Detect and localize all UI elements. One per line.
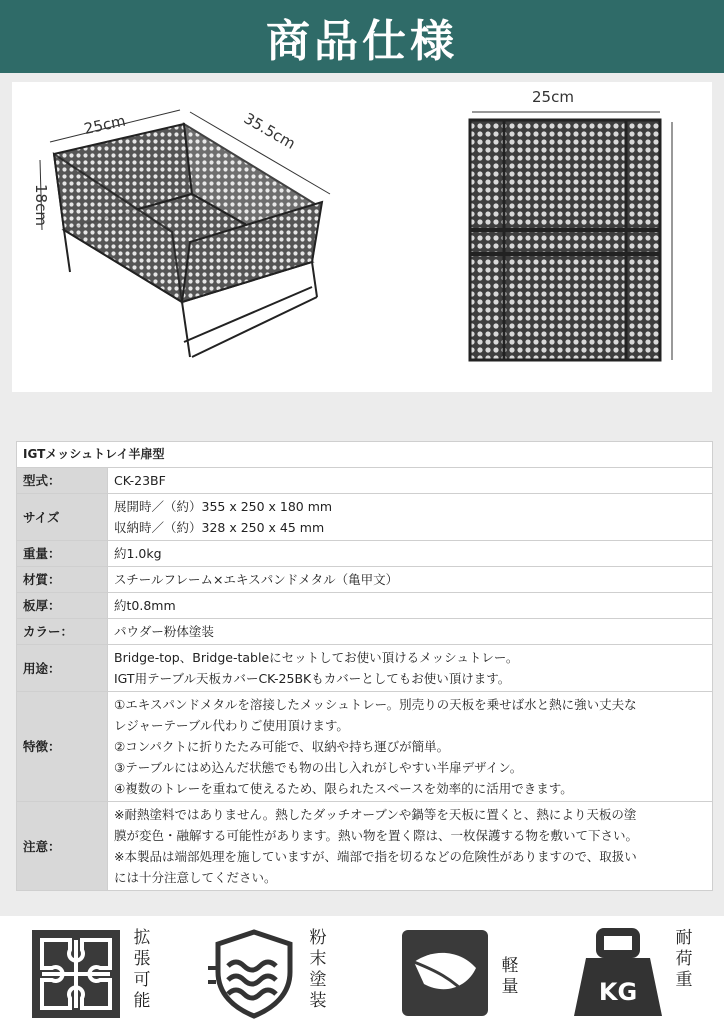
spec-value: IGT用テーブル天板カバーCK-25BKもカバーとしてもお使い頂けます。: [114, 671, 511, 686]
right-width-label: 25cm: [532, 88, 574, 106]
spec-label: サイズ: [17, 494, 108, 541]
spec-row-size: [17, 494, 713, 541]
left-height-label: 18cm: [32, 184, 50, 226]
feature-lightweight-label: 軽 量: [501, 956, 519, 997]
spec-label: 注意：: [17, 802, 108, 891]
weight-badge: KG: [598, 978, 638, 1006]
puzzle-icon: [30, 928, 122, 1020]
feature-powder-coat: [208, 928, 348, 1018]
spec-label: 特徴：: [17, 692, 108, 802]
spec-value: ④複数のトレーを重ねて使えるため、限られたスペースを効率的に活用できます。: [114, 781, 573, 796]
spec-value: レジャーテーブル代わりご使用頂けます。: [114, 718, 349, 733]
left-width-label: 25cm: [82, 111, 128, 138]
spec-value: ③テーブルにはめ込んだ状態でも物の出し入れがしやすい半扉デザイン。: [114, 760, 523, 775]
spec-label: 型式：: [17, 468, 108, 494]
spec-label: 材質：: [17, 567, 108, 593]
spec-value: 約t0.8mm: [114, 598, 176, 613]
tray-perspective: [54, 124, 322, 357]
feature-expandable-label: 拡 張 可 能: [133, 928, 151, 1011]
feature-powder-coat-label: 粉 末 塗 装: [309, 928, 327, 1011]
tray-drawing: [12, 82, 712, 392]
weight-kg-icon: [570, 928, 666, 1020]
spec-value: ②コンパクトに折りたたみ可能で、収納や持ち運びが簡単。: [114, 739, 450, 754]
spec-value: ※耐熱塗料ではありません。熱したダッチオーブンや鍋等を天板に置くと、熱により天板の塗: [114, 807, 637, 822]
spec-value: パウダー粉体塗装: [114, 624, 214, 639]
left-depth-label: 35.5cm: [240, 109, 299, 153]
spec-value: CK-23BF: [114, 473, 166, 488]
page-title: 商品仕様: [266, 15, 458, 67]
spec-row-material: [17, 567, 713, 593]
spec-value: には十分注意してください。: [114, 870, 277, 885]
spec-value: スチールフレーム×エキスパンドメタル（亀甲文）: [114, 572, 399, 587]
spec-row-thickness: [17, 593, 713, 619]
spec-row-color: [17, 619, 713, 645]
spec-value: ※本製品は端部処理を施していますが、端部で指を切るなどの危険性がありますので、取扱い: [114, 849, 637, 864]
shield-wave-icon: [208, 928, 300, 1020]
dimension-diagram: [12, 82, 712, 392]
spec-value: 収納時／（約）328 x 250 x 45 mm: [114, 520, 325, 535]
spec-row-weight: [17, 541, 713, 567]
spec-label: 用途：: [17, 645, 108, 692]
spec-label: 板厚：: [17, 593, 108, 619]
feature-lightweight: [400, 928, 540, 1018]
spec-label: カラー：: [17, 619, 108, 645]
spec-table: [16, 441, 713, 891]
spec-row-features: [17, 692, 713, 802]
tray-top-view: [470, 120, 660, 360]
spec-caption: IGTメッシュトレイ半扉型: [17, 442, 713, 468]
spec-value: Bridge-top、Bridge-tableにセットしてお使い頂けるメッシュトレー。: [114, 650, 519, 665]
spec-value: 膜が変色・融解する可能性があります。熱い物を置く際は、一枚保護する物を敷いて下さい。: [114, 828, 639, 843]
page-header: [0, 0, 724, 73]
spec-row-caution: [17, 802, 713, 891]
spec-value: 展開時／（約）355 x 250 x 180 mm: [114, 499, 333, 514]
feature-icons: [0, 916, 724, 1024]
feature-load-capacity: [570, 928, 720, 1018]
feature-load-capacity-label: 耐 荷 重: [675, 928, 693, 990]
feature-expandable: [30, 928, 170, 1018]
spec-value: 約1.0kg: [114, 546, 162, 561]
spec-label: 重量：: [17, 541, 108, 567]
spec-row-usage: [17, 645, 713, 692]
spec-value: ①エキスパンドメタルを溶接したメッシュトレー。別売りの天板を乗せば水と熱に強い丈夫な: [114, 697, 637, 712]
feather-icon: [400, 928, 490, 1018]
spec-row-model: [17, 468, 713, 494]
spec-caption-row: [17, 442, 713, 468]
